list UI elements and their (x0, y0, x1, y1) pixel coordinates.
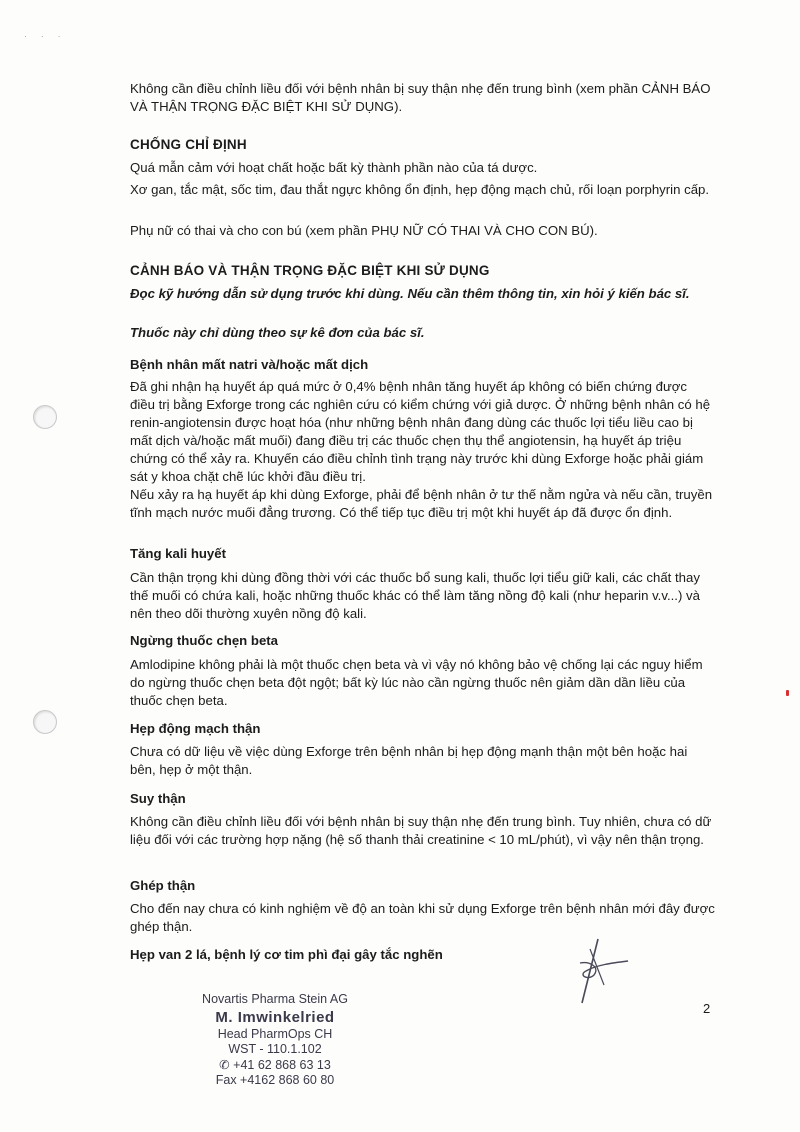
warnings-note-prescription: Thuốc này chỉ dùng theo sự kê đơn của bác sĩ. (130, 325, 425, 340)
stamp-company: Novartis Pharma Stein AG (202, 992, 348, 1006)
section-heading-renal-artery: Hẹp động mạch thận (130, 721, 261, 736)
warnings-heading: CẢNH BÁO VÀ THẬN TRỌNG ĐẶC BIỆT KHI SỬ DỤNG (130, 263, 490, 278)
section-heading-transplant: Ghép thận (130, 878, 196, 893)
punch-hole-top (33, 405, 57, 429)
section-renal-artery-p1: Chưa có dữ liệu về việc dùng Exforge trên bệnh nhân bị hẹp động mạnh thận một bên hoặc hai bên, hẹp ở một thận. (130, 744, 688, 777)
section-potassium-p1: Cần thận trọng khi dùng đồng thời với các thuốc bổ sung kali, thuốc lợi tiểu giữ kali, các chất thay thế muối có chứa kali, hoặc những thuốc khác có thể làm tăng nồng độ kali (như heparin v.v...) và nên theo dõi thường xuyên nồng độ kali. (130, 570, 700, 621)
stamp-title: Head PharmOps CH (217, 1026, 333, 1041)
section-heading-renal: Suy thận (130, 791, 186, 806)
section-transplant-p1: Cho đến nay chưa có kinh nghiệm về độ an toàn khi sử dụng Exforge trên bệnh nhân mới đây được ghép thận. (130, 901, 715, 934)
stamp-phone-line (185, 1058, 365, 1074)
intro-paragraph: Không cần điều chỉnh liều đối với bệnh nhân bị suy thận nhẹ đến trung bình (xem phần CẢNH BÁO VÀ THẬN TRỌNG ĐẶC BIỆT KHI SỬ DỤNG). (130, 81, 711, 114)
section-heading-mitral: Hẹp van 2 lá, bệnh lý cơ tim phì đại gây tắc nghẽn (130, 947, 443, 962)
page-number: 2 (703, 1001, 711, 1016)
phone-icon: ✆ (219, 1057, 230, 1072)
section-sodium-p1: Đã ghi nhận hạ huyết áp quá mức ở 0,4% bệnh nhân tăng huyết áp không có biến chứng được điều trị bằng Exforge trong các nghiên cứu có kiểm chứng với giả dược. Ở những bệnh nhân có hệ renin-angiotensin được hoạt hóa (như những bệnh nhân đang dùng các thuốc lợi tiểu liều cao bị mất dịch và/hoặc mất muối) đang điều trị các thuốc chẹn thụ thể angiotensin, hạ huyết áp triệu chứng có thể xảy ra. Khuyến cáo điều chỉnh tình trạng này trước khi dùng Exforge hoặc phải giám sát y khoa chặt chẽ lúc khởi đầu điều trị. (130, 379, 711, 484)
section-renal-p1: Không cần điều chỉnh liều đối với bệnh nhân bị suy thận nhẹ đến trung bình. Tuy nhiên, chưa có dữ liệu đối với các trường hợp nặng (hệ số thanh thải creatinine < 10 mL/phút), vì vậy nên thận trọng. (130, 814, 712, 847)
red-mark (786, 690, 789, 696)
contraindications-p2: Xơ gan, tắc mật, sốc tim, đau thắt ngực không ổn định, hẹp động mạch chủ, rối loạn porphyrin cấp. (130, 182, 710, 197)
punch-hole-bottom (33, 710, 57, 734)
contraindications-p3: Phụ nữ có thai và cho con bú (xem phần PHỤ NỮ CÓ THAI VÀ CHO CON BÚ). (130, 223, 598, 238)
contraindications-p1: Quá mẫn cảm với hoạt chất hoặc bất kỳ thành phần nào của tá dược. (130, 160, 538, 175)
stamp-code: WST - 110.1.102 (228, 1042, 322, 1056)
section-heading-potassium: Tăng kali huyết (130, 546, 226, 561)
section-sodium-p2: Nếu xảy ra hạ huyết áp khi dùng Exforge, phải để bệnh nhân ở tư thế nằm ngửa và nếu cần, truyền tĩnh mạch nước muối đẳng trương. Có thể tiếp tục điều trị một khi huyết áp đã được ổn định. (130, 487, 713, 520)
stamp-phone: +41 62 868 63 13 (233, 1057, 331, 1072)
section-heading-beta: Ngừng thuốc chẹn beta (130, 633, 279, 648)
handwritten-signature (560, 935, 640, 1010)
stamp-fax: Fax +4162 868 60 80 (215, 1073, 335, 1087)
scan-specks: · · · (24, 32, 67, 41)
warnings-note-read: Đọc kỹ hướng dẫn sử dụng trước khi dùng. Nếu cần thêm thông tin, xin hỏi ý kiến bác sĩ. (130, 286, 690, 301)
section-heading-sodium: Bệnh nhân mất natri và/hoặc mất dịch (130, 357, 369, 372)
company-stamp (185, 992, 365, 1089)
stamp-name: M. Imwinkelried (215, 1008, 335, 1026)
contraindications-heading: CHỐNG CHỈ ĐỊNH (130, 137, 247, 152)
section-beta-p1: Amlodipine không phải là một thuốc chẹn beta và vì vậy nó không bảo vệ chống lại các nguy hiểm do ngừng thuốc chẹn beta đột ngột; bất kỳ lúc nào cần ngừng thuốc nên giảm dần dần liều của thuốc chẹn beta. (130, 657, 703, 708)
